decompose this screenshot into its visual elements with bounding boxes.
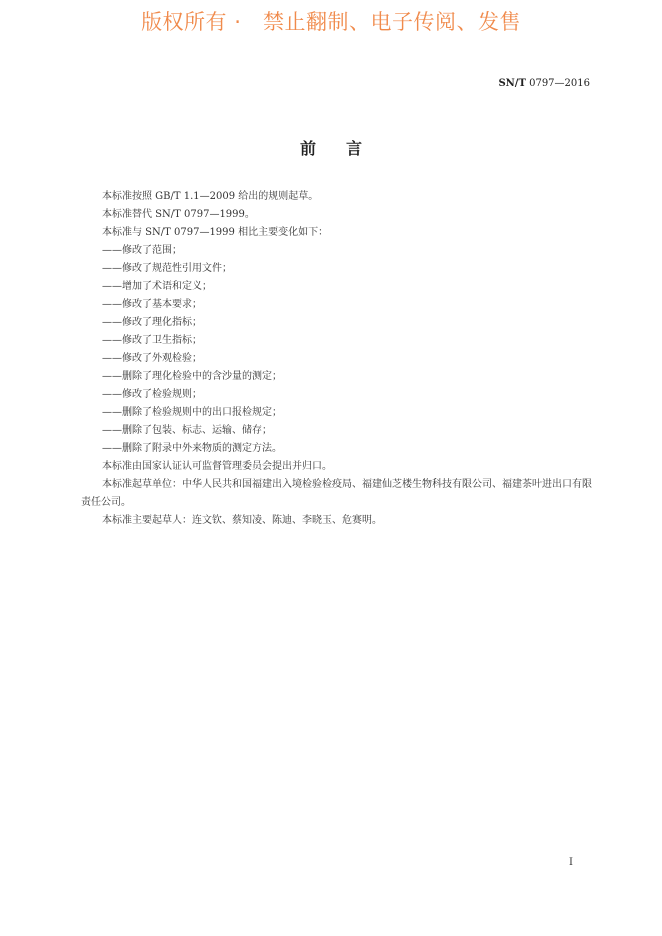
change-list-item: ——删除了理化检验中的含沙量的测定； <box>102 371 282 382</box>
change-list-item: ——删除了包装、标志、运输、储存； <box>102 425 272 436</box>
copyright-watermark: 版权所有 · 禁止翻制、电子传阅、发售 <box>141 10 521 34</box>
change-list-item: ——修改了检验规则； <box>102 389 202 400</box>
change-list-item: ——删除了附录中外来物质的测定方法。 <box>102 443 282 454</box>
standard-code-prefix: SN/T <box>498 78 526 89</box>
change-list-item: ——修改了规范性引用文件； <box>102 263 232 274</box>
foreword-body <box>81 188 593 530</box>
outro-paragraph: 本标准由国家认证认可监督管理委员会提出并归口。 <box>102 461 332 472</box>
change-list-item: ——增加了术语和定义； <box>102 281 212 292</box>
change-list-item: ——修改了卫生指标； <box>102 335 202 346</box>
change-list-item: ——修改了范围； <box>102 245 182 256</box>
page-title: 前言 <box>299 139 392 158</box>
page-number: I <box>569 857 573 868</box>
outro-paragraph: 本标准主要起草人：连文钦、蔡知凌、陈迪、李晓玉、危赛明。 <box>102 515 382 526</box>
standard-code-number: 0797—2016 <box>529 78 590 89</box>
change-list-item: ——修改了外观检验； <box>102 353 202 364</box>
outro-paragraph: 本标准起草单位：中华人民共和国福建出入境检验检疫局、福建仙芝楼生物科技有限公司、福建茶叶进出口有限责任公司。 <box>81 479 592 508</box>
change-list-item: ——修改了基本要求； <box>102 299 202 310</box>
change-list-item: ——删除了检验规则中的出口报检规定； <box>102 407 282 418</box>
intro-paragraph: 本标准替代 SN/T 0797—1999。 <box>102 209 255 220</box>
change-list-item: ——修改了理化指标； <box>102 317 202 328</box>
intro-paragraph: 本标准与 SN/T 0797—1999 相比主要变化如下： <box>102 227 329 238</box>
standard-code <box>498 78 590 89</box>
intro-paragraph: 本标准按照 GB/T 1.1—2009 给出的规则起草。 <box>102 191 319 202</box>
